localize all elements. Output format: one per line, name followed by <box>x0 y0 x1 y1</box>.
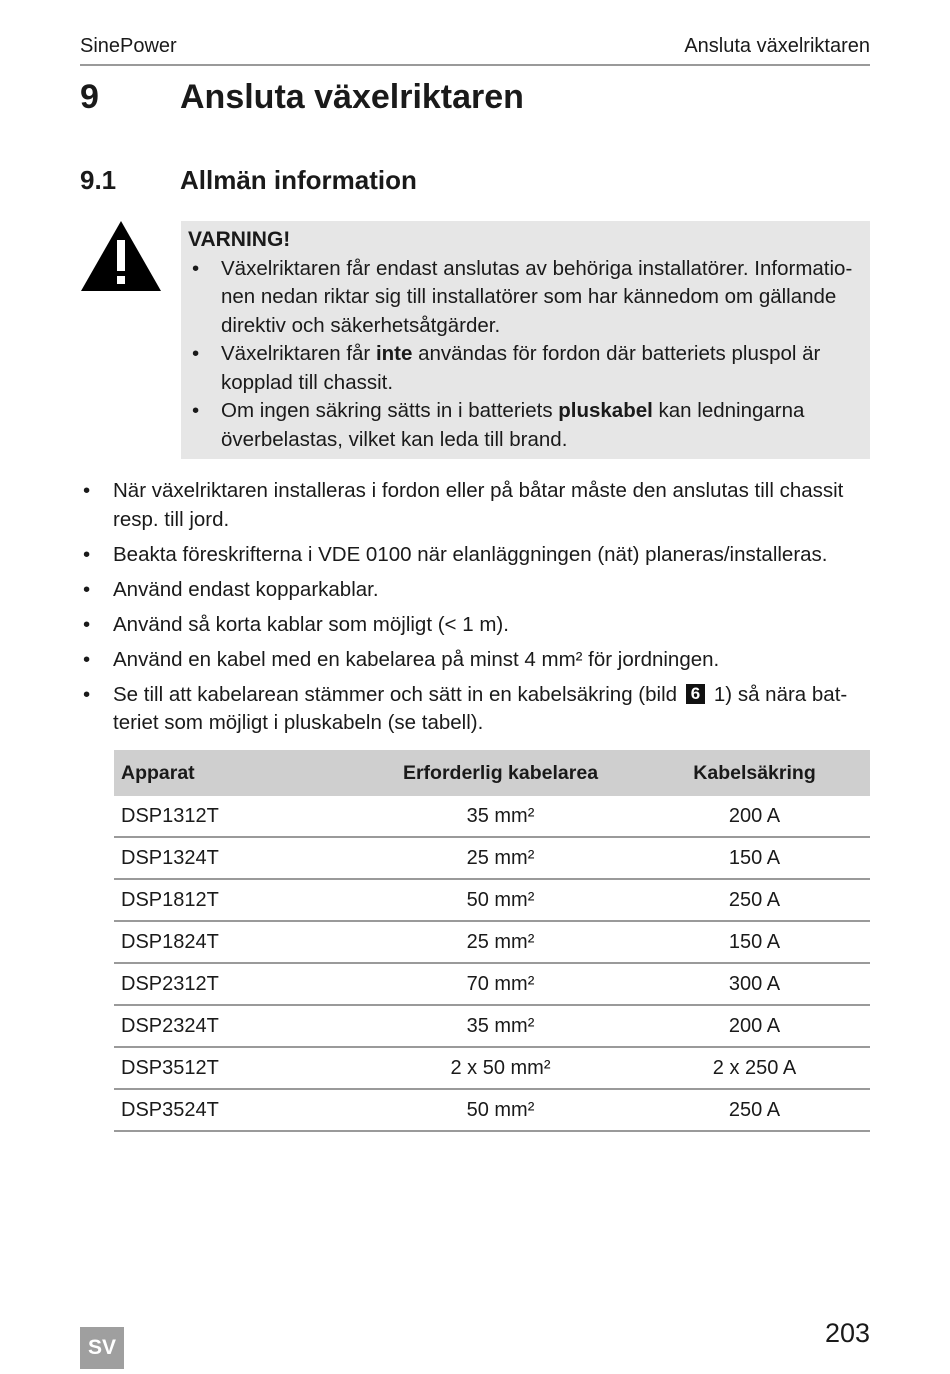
page-header <box>80 30 870 66</box>
table-cell: DSP1824T <box>114 921 362 963</box>
table-cell: DSP2324T <box>114 1005 362 1047</box>
cable-fuse-table <box>114 750 870 1132</box>
column-header: Apparat <box>114 750 362 796</box>
section-number: 9.1 <box>80 165 117 195</box>
warning-box <box>181 221 870 459</box>
figure-reference: 6 <box>686 684 705 704</box>
table-header-row <box>114 750 870 796</box>
table-cell: 150 A <box>639 921 870 963</box>
table-cell: 2 x 250 A <box>639 1047 870 1089</box>
list-item: • Använd så korta kablar som möjligt (< 1 m). <box>80 611 870 640</box>
list-item-text: 1) så nära batteriet som möjligt i pluskabeln (se tabell). <box>113 682 848 734</box>
table-cell: 200 A <box>639 1005 870 1047</box>
list-item: • Använd en kabel med en kabelarea på minst 4 mm² för jordningen. <box>80 646 870 675</box>
warning-title: VARNING! <box>188 228 291 251</box>
list-item: • När växelriktaren installeras i fordon eller på båtar måste den anslutas till chassit resp. till jord. <box>80 477 870 534</box>
chapter-number: 9 <box>80 78 99 116</box>
warning-text: kan ledningarna överbelastas, vilket kan leda till brand. <box>221 399 805 451</box>
list-item <box>80 681 870 738</box>
warning-text: användas för fordon där batteriets pluspol är kopplad till chassit. <box>221 342 821 394</box>
table-cell: DSP2312T <box>114 963 362 1005</box>
header-product: SinePower <box>80 34 177 57</box>
warning-item <box>188 397 860 454</box>
instruction-list <box>80 477 870 744</box>
table-cell: DSP3512T <box>114 1047 362 1089</box>
column-header: Erforderlig kabelarea <box>362 750 639 796</box>
warning-text: Om ingen säkring sätts in i batteriets <box>221 399 559 422</box>
table-cell: 50 mm² <box>362 1089 639 1131</box>
chapter-title: Ansluta växelriktaren <box>180 78 524 116</box>
table-cell: 200 A <box>639 796 870 837</box>
warning-emphasis: pluskabel <box>558 399 653 422</box>
table-row <box>114 1005 870 1047</box>
table-cell: 300 A <box>639 963 870 1005</box>
table-row <box>114 1089 870 1131</box>
table-cell: DSP1812T <box>114 879 362 921</box>
table-row <box>114 796 870 837</box>
table-row <box>114 1047 870 1089</box>
warning-item <box>188 340 860 397</box>
warning-list <box>188 255 860 455</box>
section-title: Allmän information <box>180 165 417 195</box>
table-cell: 2 x 50 mm² <box>362 1047 639 1089</box>
language-tab: SV <box>80 1327 124 1369</box>
table-cell: DSP3524T <box>114 1089 362 1131</box>
warning-text: Växelriktaren får <box>221 342 376 365</box>
table-cell: 25 mm² <box>362 837 639 879</box>
table-cell: 35 mm² <box>362 1005 639 1047</box>
warning-text: Växelriktaren får endast anslutas av behöriga installatörer. Informationen nedan riktar sig till installatörer som har kännedom om gällande direktiv och säkerhetsåtgärder. <box>221 256 853 337</box>
page-number: 203 <box>824 1318 870 1348</box>
warning-emphasis: inte <box>375 342 413 365</box>
list-item-text: Se till att kabelarean stämmer och sätt in en kabelsäkring (bild <box>113 682 678 706</box>
table-cell: 250 A <box>639 1089 870 1131</box>
warning-item <box>188 255 860 341</box>
table-row <box>114 921 870 963</box>
table-cell: DSP1324T <box>114 837 362 879</box>
table-cell: 150 A <box>639 837 870 879</box>
chapter-heading <box>80 78 524 117</box>
table-cell: 35 mm² <box>362 796 639 837</box>
table-cell: 25 mm² <box>362 921 639 963</box>
column-header: Kabelsäkring <box>639 750 870 796</box>
table-cell: DSP1312T <box>114 796 362 837</box>
list-item: • Använd endast kopparkablar. <box>80 576 870 605</box>
table-cell: 250 A <box>639 879 870 921</box>
table-cell: 50 mm² <box>362 879 639 921</box>
table-row <box>114 963 870 1005</box>
table-row <box>114 879 870 921</box>
section-heading <box>80 165 417 196</box>
list-item: • Beakta föreskrifterna i VDE 0100 när elanläggningen (nät) planeras/installeras. <box>80 541 870 570</box>
table-cell: 70 mm² <box>362 963 639 1005</box>
header-chapter: Ansluta växelriktaren <box>684 34 870 57</box>
warning-triangle-icon <box>80 220 162 292</box>
table-row <box>114 837 870 879</box>
